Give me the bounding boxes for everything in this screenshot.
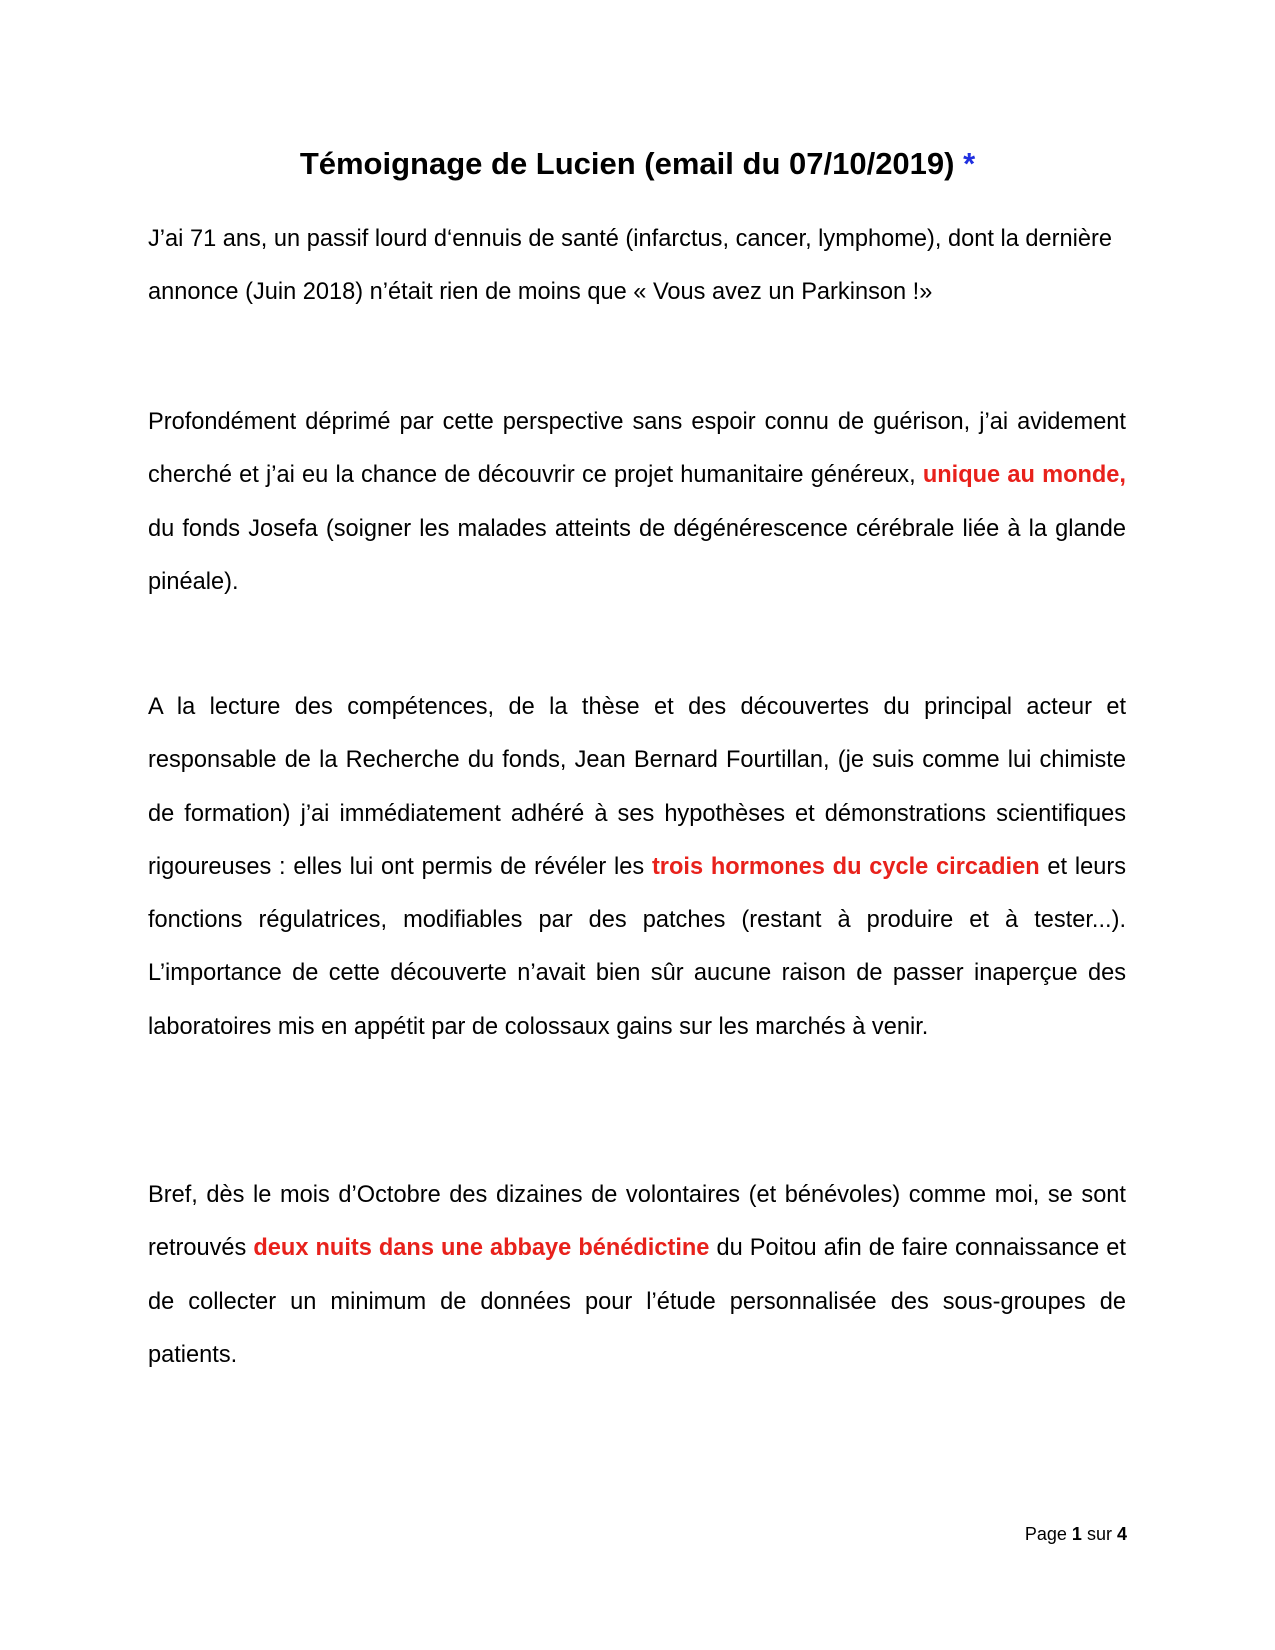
page-title xyxy=(0,144,1275,184)
paragraph-1 xyxy=(148,213,1126,320)
paragraph-4 xyxy=(148,1169,1126,1382)
title-asterisk: * xyxy=(963,146,976,181)
paragraph-4-text-a: Bref, dès le mois d’Octobre des dizaines de volontaires (et bénévoles) comme moi, se sont retrouvés xyxy=(148,1182,1126,1262)
paragraph-3 xyxy=(148,681,1126,1054)
paragraph-4-text-b: du Poitou afin de faire connaissance et de collecter un minimum de données pour l’étude personnalisée des sous-groupes de patients. xyxy=(148,1235,1126,1368)
footer-separator: sur xyxy=(1086,1524,1112,1544)
title-text: Témoignage de Lucien (email du 07/10/2019) xyxy=(299,146,955,181)
paragraph-2-text-a: Profondément déprimé par cette perspective sans espoir connu de guérison, j’ai avidement cherché et j’ai eu la chance de découvrir ce projet humanitaire généreux, xyxy=(148,409,1126,489)
footer-total-pages: 4 xyxy=(1116,1524,1127,1544)
footer-prefix: Page xyxy=(1024,1524,1067,1544)
highlight-trois-hormones: trois hormones du cycle circadien xyxy=(651,853,1040,880)
paragraph-2-text-b: du fonds Josefa (soigner les malades atteints de dégénérescence cérébrale liée à la glande pinéale). xyxy=(148,515,1126,595)
highlight-unique-au-monde: unique au monde, xyxy=(922,462,1126,489)
paragraph-1-text: J’ai 71 ans, un passif lourd d‘ennuis de santé (infarctus, cancer, lymphome), dont la dernière annonce (Juin 2018) n’était rien de moins que « Vous avez un Parkinson !» xyxy=(148,226,1112,306)
footer-page-number: 1 xyxy=(1071,1524,1082,1544)
highlight-deux-nuits: deux nuits dans une abbaye bénédictine xyxy=(253,1235,710,1262)
paragraph-3-text-a: A la lecture des compétences, de la thèse et des découvertes du principal acteur et responsable de la Recherche du fonds, Jean Bernard Fourtillan, (je suis comme lui chimiste de formation) j’ai immédiatement adhéré à ses hypothèses et démonstrations scientifiques rigoureuses : elles lui ont permis de révéler les xyxy=(148,694,1126,880)
page-number-footer xyxy=(1025,1522,1127,1546)
paragraph-3-text-b: et leurs fonctions régulatrices, modifiables par des patches (restant à produire et à tester...). L’importance de cette découverte n’avait bien sûr aucune raison de passer inaperçue des laboratoires mis en appétit par de colossaux gains sur les marchés à venir. xyxy=(148,853,1126,1040)
paragraph-2 xyxy=(148,396,1126,609)
